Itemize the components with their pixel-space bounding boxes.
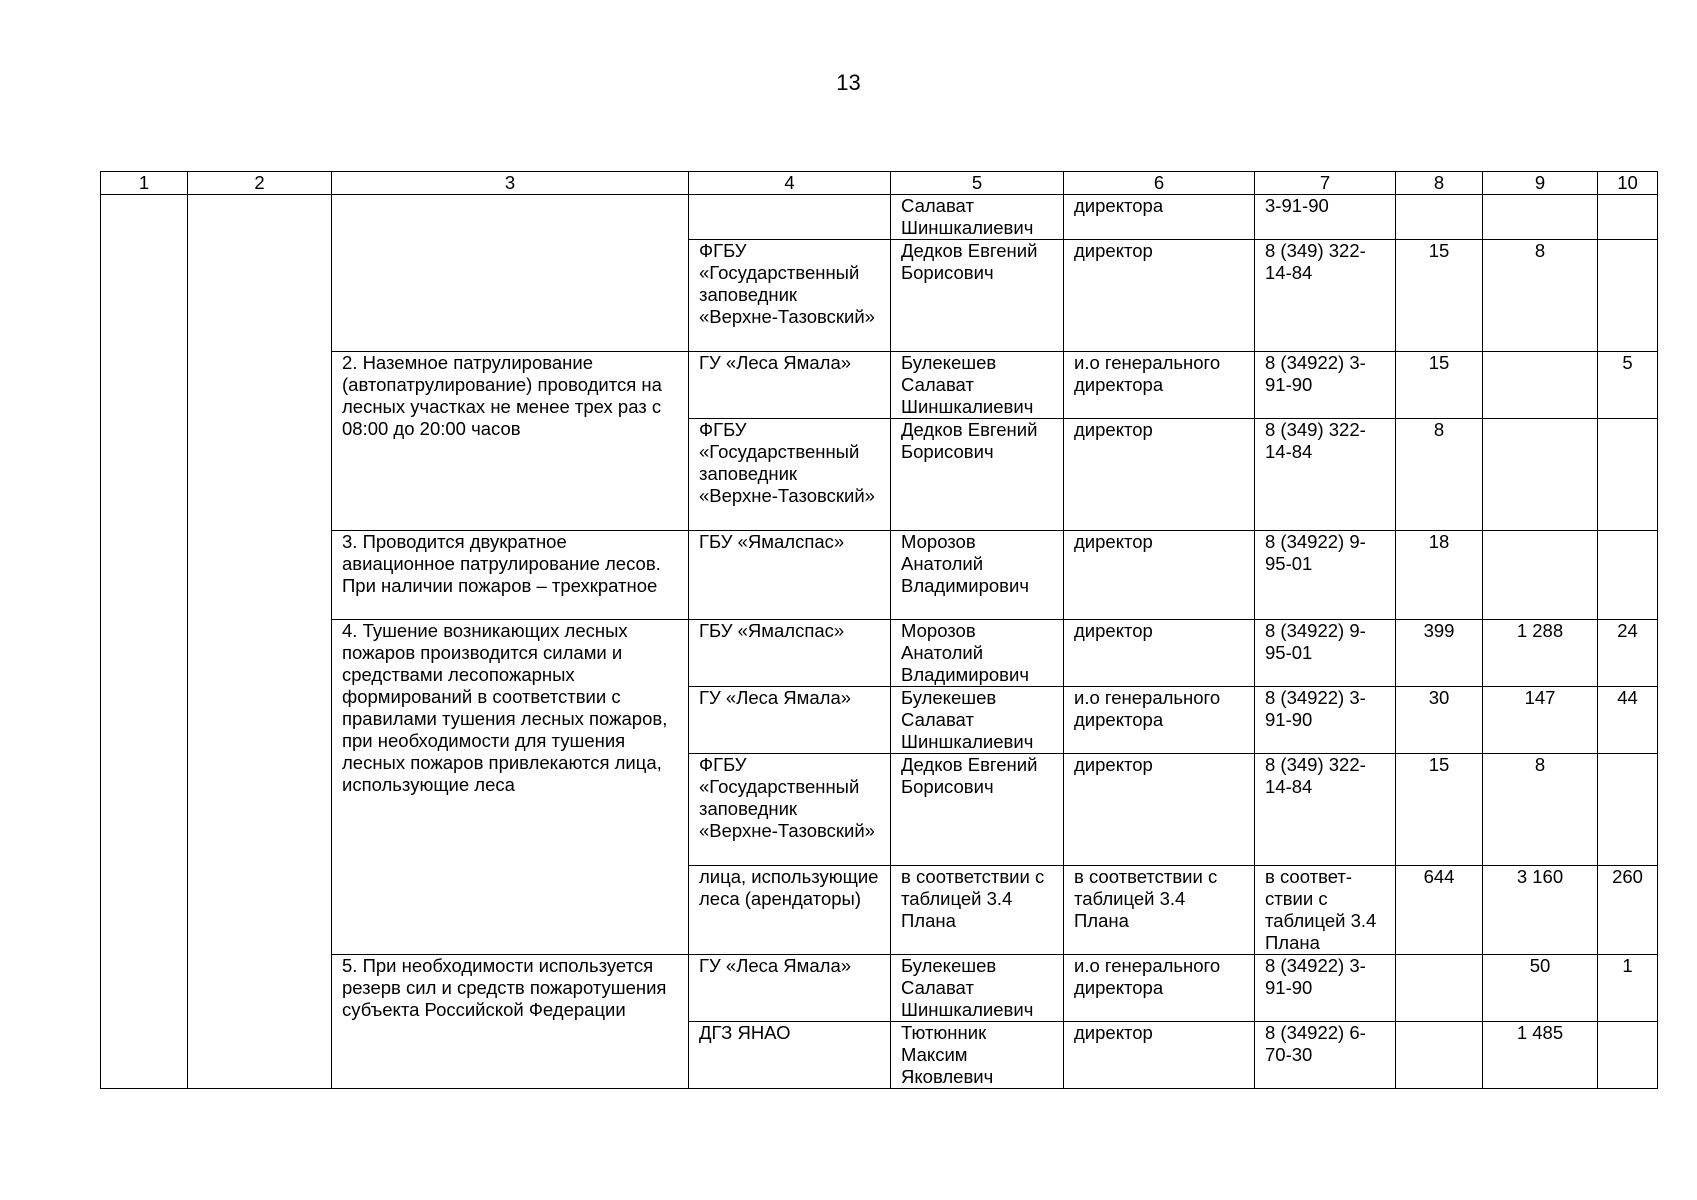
- col-9-cell: 3 160: [1483, 866, 1598, 955]
- position-cell: и.о генерального директора: [1064, 687, 1255, 754]
- measure-cell: 3. Проводится двукратное авиационное патрулирование лесов. При наличии пожаров – трехкратное: [332, 531, 689, 620]
- phone-cell: 8 (349) 322-14-84: [1255, 419, 1396, 531]
- person-cell: Булекешев Салават Шиншкалиевич: [891, 687, 1064, 754]
- col-9-cell: 1 288: [1483, 620, 1598, 687]
- table-row: [101, 352, 1658, 419]
- col-8-cell: 8: [1396, 419, 1483, 531]
- table-row: [101, 620, 1658, 687]
- col-9-cell: 8: [1483, 754, 1598, 866]
- position-cell: в соответствии с таблицей 3.4 Плана: [1064, 866, 1255, 955]
- org-cell: ГУ «Леса Ямала»: [689, 352, 891, 419]
- resources-table: [100, 171, 1658, 1089]
- col-9-cell: 50: [1483, 955, 1598, 1022]
- person-cell: Дедков Евгений Борисович: [891, 240, 1064, 352]
- person-cell: в соответствии с таблицей 3.4 Плана: [891, 866, 1064, 955]
- col-10-cell: [1598, 1022, 1658, 1089]
- col-10-cell: 260: [1598, 866, 1658, 955]
- column-numbers-row: [101, 172, 1658, 195]
- table-row: [101, 195, 1658, 240]
- org-cell: лица, использующие леса (арендаторы): [689, 866, 891, 955]
- column-header: 9: [1483, 172, 1598, 195]
- page-number: 13: [836, 70, 861, 95]
- org-cell: ГУ «Леса Ямала»: [689, 955, 891, 1022]
- col-9-cell: [1483, 352, 1598, 419]
- person-cell: Дедков Евгений Борисович: [891, 754, 1064, 866]
- phone-cell: 8 (34922) 3-91-90: [1255, 955, 1396, 1022]
- column-header: 10: [1598, 172, 1658, 195]
- person-cell: Булекешев Салават Шиншкалиевич: [891, 352, 1064, 419]
- phone-cell: 8 (349) 322-14-84: [1255, 754, 1396, 866]
- org-cell: ФГБУ «Государственный заповедник «Верхне-Тазовский»: [689, 754, 891, 866]
- phone-cell: 8 (34922) 3-91-90: [1255, 687, 1396, 754]
- col-10-cell: [1598, 531, 1658, 620]
- col-10-cell: 24: [1598, 620, 1658, 687]
- org-cell: ГБУ «Ямалспас»: [689, 620, 891, 687]
- person-cell: Морозов Анатолий Владимирович: [891, 531, 1064, 620]
- org-cell: ГБУ «Ямалспас»: [689, 531, 891, 620]
- measure-cell: [332, 195, 689, 352]
- measure-cell: 4. Тушение возникающих лесных пожаров производится силами и средствами лесопожарных формирований в соответствии с правилами тушения лесных пожаров, при необходимости для тушения лесных пожаров привлекаются лица, использующие леса: [332, 620, 689, 955]
- column-header: 6: [1064, 172, 1255, 195]
- col-8-cell: 399: [1396, 620, 1483, 687]
- person-cell: Булекешев Салават Шиншкалиевич: [891, 955, 1064, 1022]
- col-10-cell: 1: [1598, 955, 1658, 1022]
- org-cell: ГУ «Леса Ямала»: [689, 687, 891, 754]
- phone-cell: 8 (34922) 6-70-30: [1255, 1022, 1396, 1089]
- person-cell: Дедков Евгений Борисович: [891, 419, 1064, 531]
- position-cell: и.о генерального директора: [1064, 955, 1255, 1022]
- col-8-cell: [1396, 955, 1483, 1022]
- position-cell: директора: [1064, 195, 1255, 240]
- column-header: 1: [101, 172, 188, 195]
- person-cell: Морозов Анатолий Владимирович: [891, 620, 1064, 687]
- position-cell: директор: [1064, 419, 1255, 531]
- col-9-cell: 1 485: [1483, 1022, 1598, 1089]
- phone-cell: 8 (34922) 9-95-01: [1255, 531, 1396, 620]
- phone-cell: 3-91-90: [1255, 195, 1396, 240]
- org-cell: ДГЗ ЯНАО: [689, 1022, 891, 1089]
- col-10-cell: 44: [1598, 687, 1658, 754]
- column-header: 4: [689, 172, 891, 195]
- phone-cell: 8 (34922) 9-95-01: [1255, 620, 1396, 687]
- col-9-cell: [1483, 419, 1598, 531]
- position-cell: и.о генерального директора: [1064, 352, 1255, 419]
- col-8-cell: 30: [1396, 687, 1483, 754]
- person-cell: Тютюнник Максим Яковлевич: [891, 1022, 1064, 1089]
- col-8-cell: [1396, 195, 1483, 240]
- col-9-cell: [1483, 531, 1598, 620]
- measure-cell: 5. При необходимости используется резерв сил и средств пожаротушения субъекта Российской Федерации: [332, 955, 689, 1089]
- org-cell: ФГБУ «Государственный заповедник «Верхне-Тазовский»: [689, 419, 891, 531]
- col-10-cell: [1598, 754, 1658, 866]
- phone-cell: 8 (34922) 3-91-90: [1255, 352, 1396, 419]
- phone-cell: в соответ-ствии с таблицей 3.4 Плана: [1255, 866, 1396, 955]
- col-8-cell: 15: [1396, 240, 1483, 352]
- col-9-cell: [1483, 195, 1598, 240]
- col-8-cell: 15: [1396, 352, 1483, 419]
- org-cell: ФГБУ «Государственный заповедник «Верхне-Тазовский»: [689, 240, 891, 352]
- table-row: [101, 531, 1658, 620]
- col-8-cell: [1396, 1022, 1483, 1089]
- col-9-cell: 147: [1483, 687, 1598, 754]
- column-header: 5: [891, 172, 1064, 195]
- column-header: 2: [188, 172, 332, 195]
- col-8-cell: 644: [1396, 866, 1483, 955]
- phone-cell: 8 (349) 322-14-84: [1255, 240, 1396, 352]
- col-10-cell: [1598, 195, 1658, 240]
- column-2-cell: [188, 195, 332, 1089]
- position-cell: директор: [1064, 754, 1255, 866]
- col-10-cell: 5: [1598, 352, 1658, 419]
- col-8-cell: 15: [1396, 754, 1483, 866]
- position-cell: директор: [1064, 1022, 1255, 1089]
- column-header: 8: [1396, 172, 1483, 195]
- person-cell: Салават Шиншкалиевич: [891, 195, 1064, 240]
- col-9-cell: 8: [1483, 240, 1598, 352]
- column-1-cell: [101, 195, 188, 1089]
- position-cell: директор: [1064, 620, 1255, 687]
- table-row: [101, 955, 1658, 1022]
- measure-cell: 2. Наземное патрулирование (автопатрулирование) проводится на лесных участках не менее трех раз с 08:00 до 20:00 часов: [332, 352, 689, 531]
- column-header: 3: [332, 172, 689, 195]
- col-10-cell: [1598, 419, 1658, 531]
- column-header: 7: [1255, 172, 1396, 195]
- position-cell: директор: [1064, 531, 1255, 620]
- position-cell: директор: [1064, 240, 1255, 352]
- org-cell: [689, 195, 891, 240]
- col-10-cell: [1598, 240, 1658, 352]
- col-8-cell: 18: [1396, 531, 1483, 620]
